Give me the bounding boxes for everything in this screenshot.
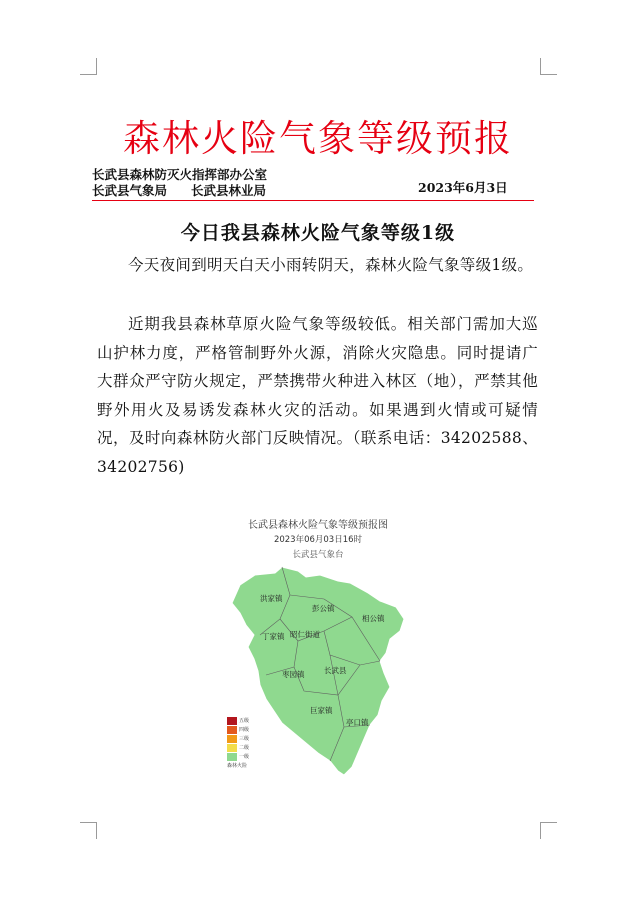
county-map	[220, 555, 420, 785]
paragraph-advisory: 近期我县森林草原火险气象等级较低。相关部门需加大巡山护林力度，严格管制野外火源，消除火灾隐患。同时提请广大群众严守防火规定，严禁携带火种进入林区（地），严禁其他野外用火及易诱发森林火灾的活动。如果遇到火情或可疑情况，及时向森林防火部门反映情况。（联系电话：34202588、34202756)	[97, 315, 538, 476]
legend-caption: 森林火险	[227, 763, 248, 769]
label-tingkou: 亭口镇	[346, 718, 369, 727]
document-title: 森林火险气象等级预报	[123, 117, 513, 160]
legend-item: 四级	[227, 725, 249, 734]
legend-swatch	[227, 726, 237, 734]
legend-swatch	[227, 744, 237, 752]
issue-date: 2023年6月3日	[418, 180, 508, 195]
label-xianggong: 相公镇	[362, 614, 385, 623]
label-penggong: 彭公镇	[312, 604, 335, 613]
issuing-agencies	[92, 181, 266, 199]
label-hongjia: 洪家镇	[260, 594, 283, 603]
label-zhaoren: 昭仁街道	[290, 630, 320, 639]
headline: 今日我县森林火险气象等级1级	[180, 222, 456, 244]
label-zaoyuan: 枣园镇	[282, 670, 305, 679]
map-legend	[227, 716, 249, 769]
issuing-agency-meteorology: 长武县气象局	[92, 183, 168, 198]
legend-item: 三级	[227, 734, 249, 743]
header-divider	[92, 200, 534, 201]
label-dingjia: 丁家镇	[262, 632, 285, 641]
corner-mark-top-left	[80, 58, 97, 75]
paragraph-forecast: 今天夜间到明天白天小雨转阴天，森林火险气象等级1级。	[128, 256, 534, 274]
map-time: 2023年06月03日16时	[273, 535, 363, 545]
legend-item: 五级	[227, 716, 249, 725]
map-title: 长武县森林火险气象等级预报图	[248, 520, 388, 531]
legend-item: 一级	[227, 752, 249, 761]
map-issuer: 长武县气象台	[292, 550, 344, 560]
label-changwu: 长武县	[324, 666, 347, 675]
corner-mark-top-right	[540, 58, 557, 75]
label-jujia: 巨家镇	[310, 706, 333, 715]
legend-swatch	[227, 717, 237, 725]
issuing-agency-forestry: 长武县林业局	[191, 183, 267, 198]
corner-mark-bottom-right	[540, 822, 557, 839]
corner-mark-bottom-left	[80, 822, 97, 839]
legend-swatch	[227, 753, 237, 761]
issuing-office: 长武县森林防灭火指挥部办公室	[92, 167, 268, 182]
legend-item: 二级	[227, 743, 249, 752]
legend-swatch	[227, 735, 237, 743]
